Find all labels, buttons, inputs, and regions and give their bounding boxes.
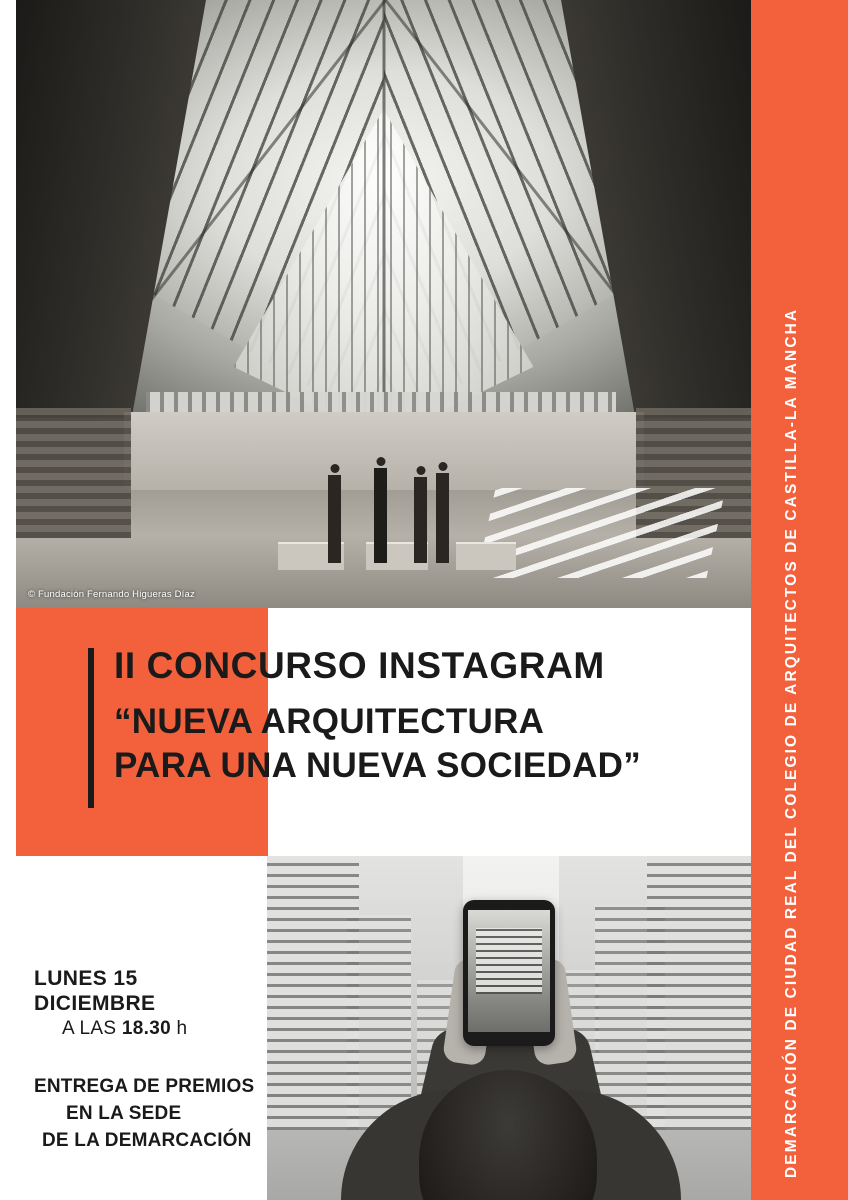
- building: [647, 856, 751, 1130]
- bottom-photo: [267, 856, 751, 1200]
- poster-title-line-2: “NUEVA ARQUITECTURA: [114, 702, 545, 742]
- person-figure: [436, 473, 449, 563]
- title-text-group: [114, 644, 734, 789]
- poster-title-line-1: II CONCURSO INSTAGRAM: [114, 645, 605, 686]
- event-time: [34, 1018, 264, 1040]
- phone-screen: [468, 910, 550, 1032]
- brick-texture-left: [16, 408, 131, 538]
- concrete-block: [456, 542, 516, 570]
- event-info: [34, 966, 264, 1155]
- event-time-prefix: A LAS: [62, 1018, 122, 1040]
- title-band: [16, 608, 751, 856]
- award-line-2: EN LA SEDE: [66, 1103, 182, 1125]
- top-architecture-photo: [16, 0, 751, 608]
- event-time-value: 18.30: [121, 1018, 171, 1040]
- organization-name: DEMARCACIÓN DE CIUDAD REAL DEL COLEGIO DE ARQUITECTOS DE CASTILLA-LA MANCHA: [783, 307, 800, 1178]
- award-line-1: ENTREGA DE PREMIOS: [34, 1076, 255, 1098]
- poster-title-line-3: PARA UNA NUEVA SOCIEDAD”: [114, 746, 642, 786]
- event-time-suffix: h: [170, 1018, 188, 1040]
- event-date: LUNES 15 DICIEMBRE: [34, 967, 156, 1016]
- person-figure: [328, 475, 341, 563]
- building: [267, 860, 359, 1130]
- vault-ridge: [382, 0, 385, 430]
- organization-side-bar: [751, 0, 848, 1200]
- award-info: [34, 1074, 264, 1155]
- building: [347, 915, 411, 1130]
- person-figure: [374, 468, 387, 563]
- title-vertical-rule: [88, 648, 94, 808]
- award-line-3: DE LA DEMARCACIÓN: [42, 1130, 252, 1152]
- smartphone: [463, 900, 555, 1046]
- photo-credit: © Fundación Fernando Higueras Díaz: [28, 589, 195, 600]
- person-figure: [414, 477, 427, 563]
